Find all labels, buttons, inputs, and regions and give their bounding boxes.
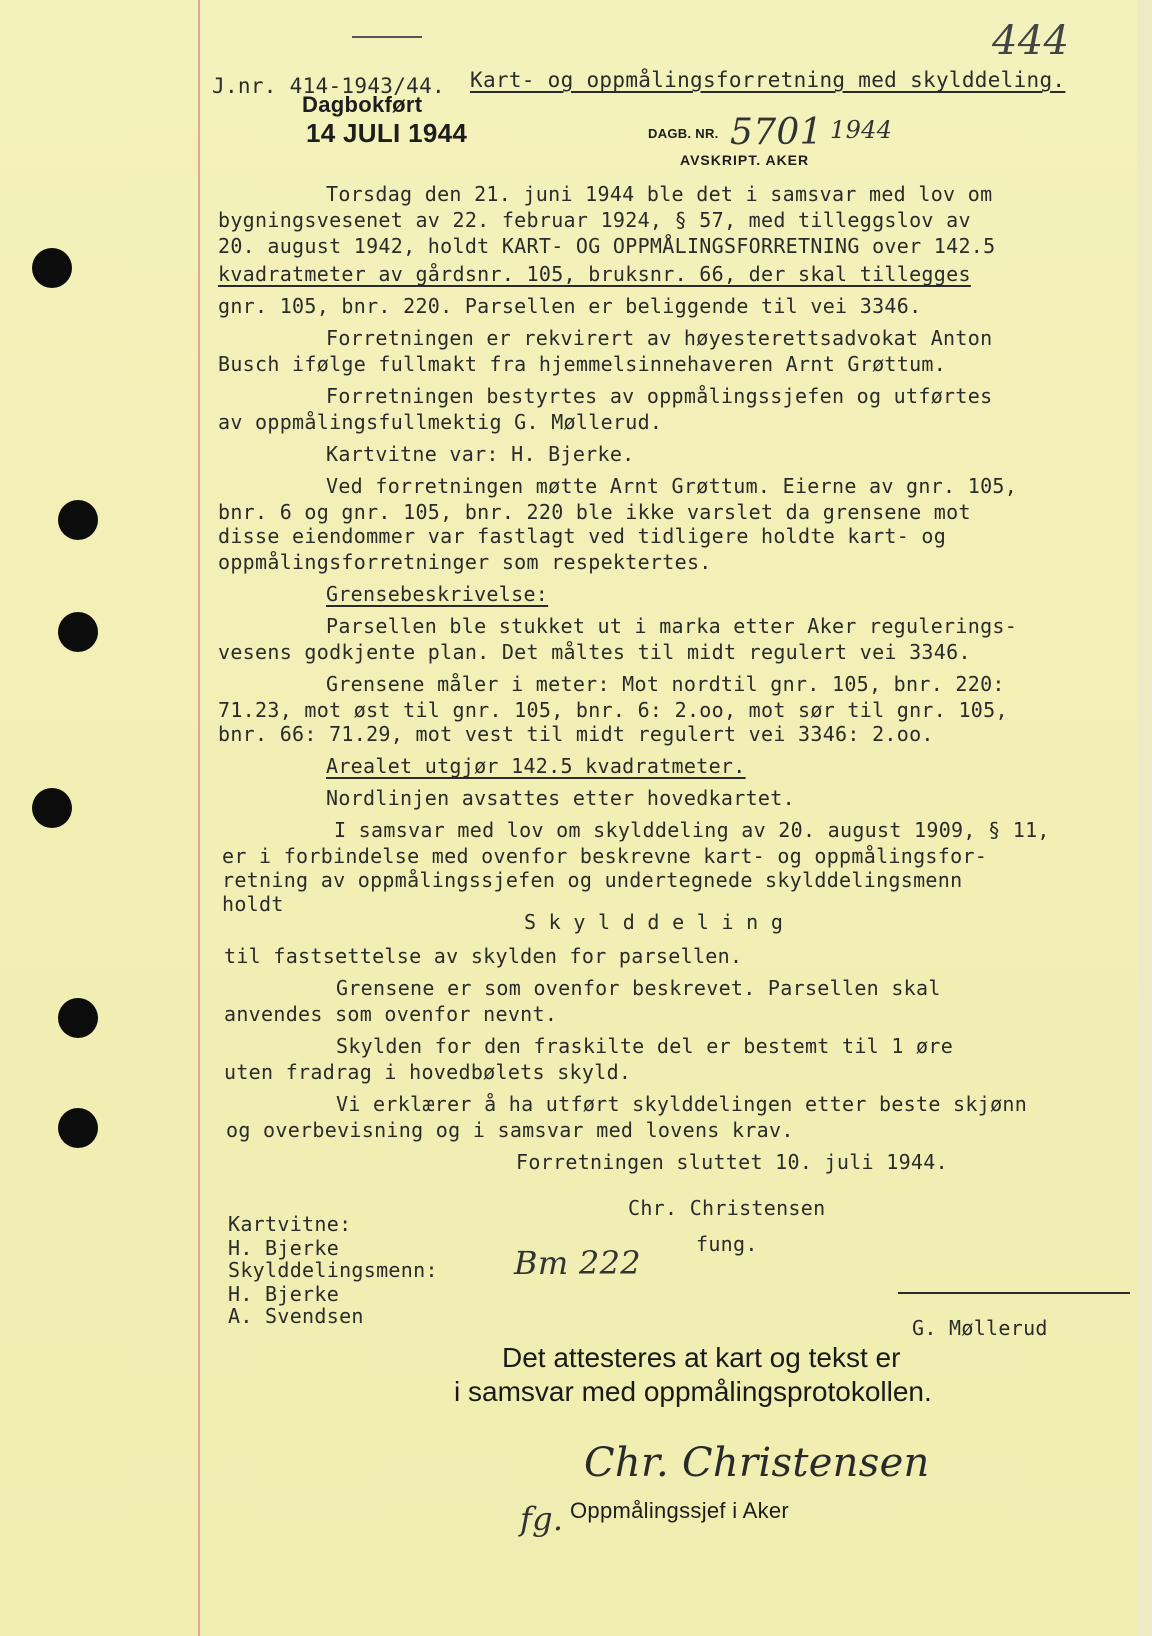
body-line: av oppmålingsfullmektig G. Møllerud.	[218, 410, 663, 434]
body-line: retning av oppmålingssjefen og undertegnede skylddelingsmenn	[222, 868, 963, 892]
dagb-number: 5701	[730, 112, 823, 153]
body-line: anvendes som ovenfor nevnt.	[224, 1002, 558, 1026]
body-line: vesens godkjente plan. Det måltes til midt regulert vei 3346.	[218, 640, 971, 664]
body-line: oppmålingsforretninger som respektertes.	[218, 550, 712, 574]
section-title-skylddeling: S k y l d d e l i n g	[524, 910, 784, 934]
punch-hole	[58, 612, 98, 652]
body-line: Grensene måler i meter: Mot nordtil gnr. 105, bnr. 220:	[326, 672, 1005, 696]
signature-line	[898, 1292, 1130, 1294]
body-line: Vi erklærer å ha utført skylddelingen etter beste skjønn	[336, 1092, 1028, 1116]
skylddelingsmann-name: H. Bjerke	[228, 1282, 340, 1306]
skylddelingsmann-name: A. Svendsen	[228, 1304, 364, 1328]
body-line: Parsellen ble stukket ut i marka etter Aker regulerings-	[326, 614, 1018, 638]
body-line: Nordlinjen avsattes etter hovedkartet.	[326, 786, 795, 810]
body-line: Ved forretningen møtte Arnt Grøttum. Eierne av gnr. 105,	[326, 474, 1018, 498]
punch-hole	[32, 248, 72, 288]
body-line: gnr. 105, bnr. 220. Parsellen er beliggende til vei 3346.	[218, 294, 922, 318]
body-line: holdt	[222, 892, 284, 916]
witness-name: H. Bjerke	[228, 1236, 340, 1260]
margin-line	[198, 0, 200, 1636]
body-line: Busch ifølge fullmakt fra hjemmelsinnehaveren Arnt Grøttum.	[218, 352, 947, 376]
body-line: disse eiendommer var fastlagt ved tidligere holdte kart- og	[218, 524, 947, 548]
punch-hole	[58, 1108, 98, 1148]
handwritten-note: Bm 222	[514, 1244, 641, 1282]
stamp-dagbokfort: Dagbokført	[302, 92, 423, 117]
document-title: Kart- og oppmålingsforretning med skylddeling.	[470, 68, 1066, 92]
signature-mollerud: G. Møllerud	[912, 1316, 1048, 1340]
body-line: I samsvar med lov om skylddeling av 20. august 1909, § 11,	[334, 818, 1050, 842]
body-line: bnr. 6 og gnr. 105, bnr. 220 ble ikke varslet da grensene mot	[218, 500, 971, 524]
signature-fung: fung.	[696, 1232, 758, 1256]
body-line: Kartvitne var: H. Bjerke.	[326, 442, 635, 466]
body-line: Forretningen bestyrtes av oppmålingssjefen og utførtes	[326, 384, 993, 408]
body-line: Torsdag den 21. juni 1944 ble det i samsvar med lov om	[326, 182, 993, 206]
punch-hole	[32, 788, 72, 828]
body-line: bnr. 66: 71.29, mot vest til midt regulert vei 3346: 2.oo.	[218, 722, 934, 746]
area-statement: Arealet utgjør 142.5 kvadratmeter.	[326, 754, 746, 778]
page-edge	[1138, 0, 1152, 1636]
skylddelingsmenn-label: Skylddelingsmenn:	[228, 1258, 438, 1282]
body-line: og overbevisning og i samsvar med lovens krav.	[226, 1118, 794, 1142]
header-dash	[352, 36, 422, 38]
body-line: 20. august 1942, holdt KART- OG OPPMÅLINGSFORRETNING over 142.5	[218, 234, 996, 258]
body-line: til fastsettelse av skylden for parsellen.	[224, 944, 743, 968]
signature-chr: Chr. Christensen	[628, 1196, 826, 1220]
attestation-role: Oppmålingssjef i Aker	[570, 1498, 790, 1523]
witness-label: Kartvitne:	[228, 1212, 352, 1236]
body-line: Forretningen er rekvirert av høyesterettsadvokat Anton	[326, 326, 993, 350]
closing-line: Forretningen sluttet 10. juli 1944.	[516, 1150, 948, 1174]
dagb-year: 1944	[830, 116, 893, 144]
attestation-signature: Chr. Christensen	[584, 1440, 930, 1486]
section-heading: Grensebeskrivelse:	[326, 582, 549, 606]
page-number: 444	[992, 18, 1070, 64]
attestation-line-2: i samsvar med oppmålingsprotokollen.	[454, 1376, 932, 1407]
punch-hole	[58, 998, 98, 1038]
avskript-stamp: AVSKRIPT. AKER	[680, 152, 810, 168]
body-line: bygningsvesenet av 22. februar 1924, § 57, med tilleggslov av	[218, 208, 971, 232]
body-line: Grensene er som ovenfor beskrevet. Parsellen skal	[336, 976, 941, 1000]
body-line: Skylden for den fraskilte del er bestemt til 1 øre	[336, 1034, 954, 1058]
dagb-label: DAGB. NR.	[648, 126, 719, 141]
punch-hole	[58, 500, 98, 540]
body-line: er i forbindelse med ovenfor beskrevne kart- og oppmålingsfor-	[222, 844, 988, 868]
body-line: uten fradrag i hovedbølets skyld.	[224, 1060, 632, 1084]
attestation-line-1: Det attesteres at kart og tekst er	[502, 1342, 901, 1373]
body-line: kvadratmeter av gårdsnr. 105, bruksnr. 66, der skal tillegges	[218, 262, 971, 286]
body-line: 71.23, mot øst til gnr. 105, bnr. 6: 2.oo, mot sør til gnr. 105,	[218, 698, 1008, 722]
stamp-date: 14 JULI 1944	[306, 118, 468, 148]
journal-number: J.nr. 414-1943/44.	[212, 74, 445, 98]
attestation-fg: fg.	[520, 1500, 564, 1538]
